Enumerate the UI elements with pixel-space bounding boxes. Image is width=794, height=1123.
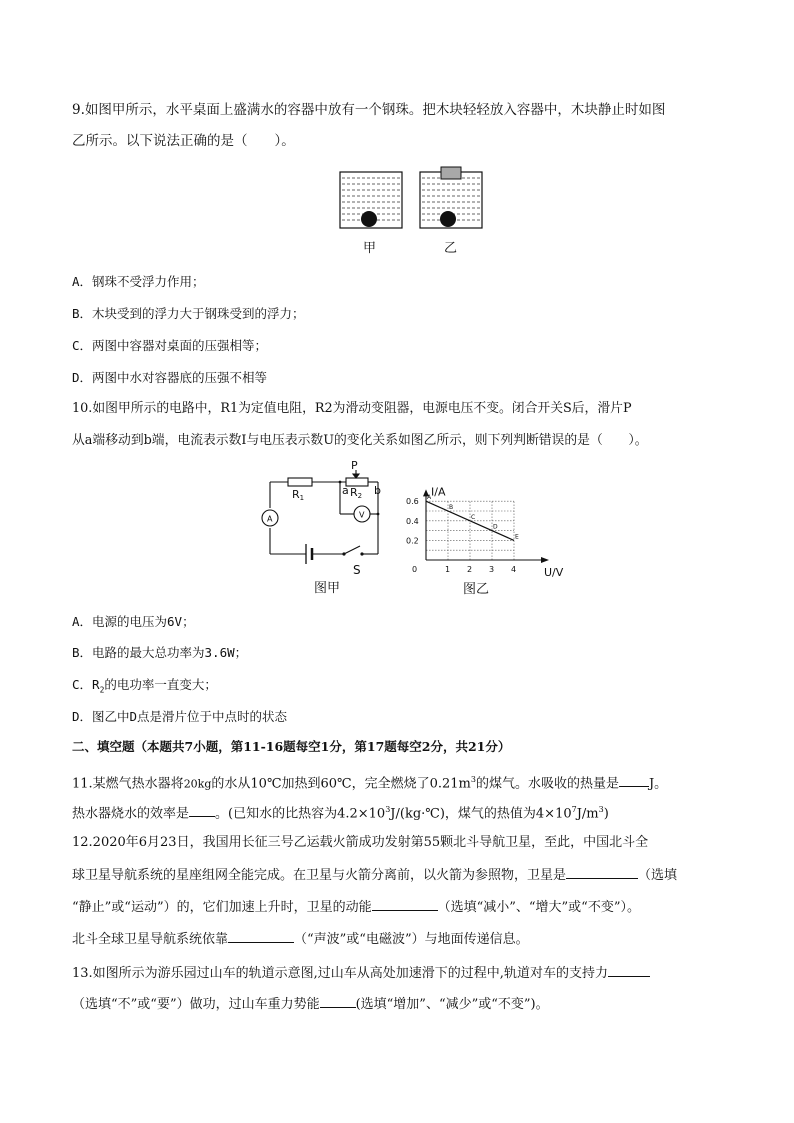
q12-blank-2[interactable] <box>372 896 438 911</box>
point-label-d: D <box>493 523 498 531</box>
point-label-e: E <box>515 533 519 541</box>
q13-line2: （选填“不”或“要”）做功，过山车重力势能 (选填“增加”、“减少”或“不变”)。 <box>72 993 732 1015</box>
q12-blank-3[interactable] <box>228 928 294 943</box>
q11-line1: 11.某燃气热水器将20kg的水从10℃加热到60℃，完全燃烧了$0.21m^3$的煤气。水吸收的热量是 J。 <box>72 770 732 794</box>
fig-label-jia: 甲 <box>363 241 377 256</box>
steel-ball-yi <box>440 211 456 227</box>
label-r1: R1 <box>292 488 305 502</box>
q10-stem-line2: 从a端移动到b端，电流表示数I与电压表示数U的变化关系如图乙所示，则下列判断错误的是（ ）。 <box>72 433 648 448</box>
section-title: 二、填空题（本题共7小题，第11-16题每空1分，第17题每空2分，共21分） <box>72 739 511 754</box>
fig-label-yi: 乙 <box>444 241 458 256</box>
x-tick-label: 3 <box>489 565 495 574</box>
steel-ball-jia <box>361 211 377 227</box>
q13-blank-2[interactable] <box>320 993 356 1008</box>
q10-stem-line1: 10.如图甲所示的电路中，R1为定值电阻，R2为滑动变阻器，电源电压不变。闭合开关S后，滑片P <box>72 401 632 416</box>
container-yi <box>420 167 482 228</box>
q13-blank-1[interactable] <box>608 962 650 977</box>
wood-block <box>441 167 461 179</box>
x-tick-label: 0 <box>412 565 418 574</box>
y-tick-label: 0.4 <box>406 516 419 526</box>
y-tick-label: 0.6 <box>406 497 419 507</box>
iu-graph <box>400 466 564 598</box>
label-s: S <box>353 563 361 577</box>
q12-line4: 北斗全球卫星导航系统依靠 （“声波”或“电磁波”）与地面传递信息。 <box>72 928 732 950</box>
y-axis-label: I/A <box>431 485 446 499</box>
q9-figure <box>330 166 500 258</box>
q9-stem-line1: 9.如图甲所示，水平桌面上盛满水的容器中放有一个钢珠。把木块轻轻放入容器中，木块静止时如图 <box>72 102 666 118</box>
point-label-b: B <box>449 504 454 511</box>
q10-option-b: B．电路的最大总功率为3.6W； <box>72 645 248 660</box>
point-label-a: A <box>427 494 432 502</box>
resistor-r1 <box>288 478 312 486</box>
x-tick-label: 4 <box>511 565 517 574</box>
q12-line2: 球卫星导航系统的星座组网全能完成。在卫星与火箭分离前，以火箭为参照物，卫星是 （选填 <box>72 864 732 886</box>
ammeter-letter: A <box>267 514 273 524</box>
y-tick-label: 0.2 <box>406 536 419 546</box>
circuit-diagram <box>260 459 390 597</box>
x-tick-label: 2 <box>467 565 473 574</box>
label-r2: R2 <box>350 486 363 500</box>
voltmeter-letter: V <box>359 510 365 520</box>
switch-s <box>344 546 360 554</box>
resistor-r2 <box>346 478 368 486</box>
label-a: a <box>342 484 349 497</box>
q12-line1: 12.2020年6月23日，我国用长征三号乙运载火箭成功发射第55颗北斗导航卫星，至此，中国北斗全 <box>72 835 649 850</box>
container-jia <box>340 172 402 228</box>
x-tick-label: 1 <box>445 565 451 574</box>
q11-line2: 热水器烧水的效率是 。(已知水的比热容为$4.2\times 10^3J/(kg\cdot℃)$，煤气的热值为$4\times 10^7J/m^3$) <box>72 800 732 824</box>
q9-stem-line2: 乙所示。以下说法正确的是（ ）。 <box>72 133 295 149</box>
q11-blank-2[interactable] <box>189 802 215 817</box>
caption-jia: 图甲 <box>314 581 341 596</box>
point-label-c: C <box>471 513 476 521</box>
q13-line1: 13.如图所示为游乐园过山车的轨道示意图,过山车从高处加速滑下的过程中,轨道对车的支持力 <box>72 962 732 984</box>
q12-line3: “静止”或“运动”）的，它们加速上升时，卫星的动能 （选填“减小”、“增大”或“不变”）。 <box>72 896 732 918</box>
q10-option-c: C．$R_2$的电功率一直变大； <box>72 677 217 695</box>
label-p: P <box>351 459 358 472</box>
q9-option-b: B．木块受到的浮力大于钢珠受到的浮力； <box>72 306 305 321</box>
q9-option-a: A．钢珠不受浮力作用； <box>72 274 205 289</box>
x-axis-arrow <box>541 557 549 563</box>
caption-yi: 图乙 <box>463 582 490 597</box>
q10-option-a: A．电源的电压为6V； <box>72 614 195 629</box>
q10-option-d: D．图乙中D点是滑片位于中点时的状态 <box>72 709 288 724</box>
x-axis-label: U/V <box>544 566 564 579</box>
label-b: b <box>374 484 381 497</box>
q9-option-c: C．两图中容器对桌面的压强相等； <box>72 338 268 353</box>
q11-blank-1[interactable] <box>619 772 649 787</box>
q9-option-d: D．两图中水对容器底的压强不相等 <box>72 370 268 385</box>
q12-blank-1[interactable] <box>566 864 638 879</box>
